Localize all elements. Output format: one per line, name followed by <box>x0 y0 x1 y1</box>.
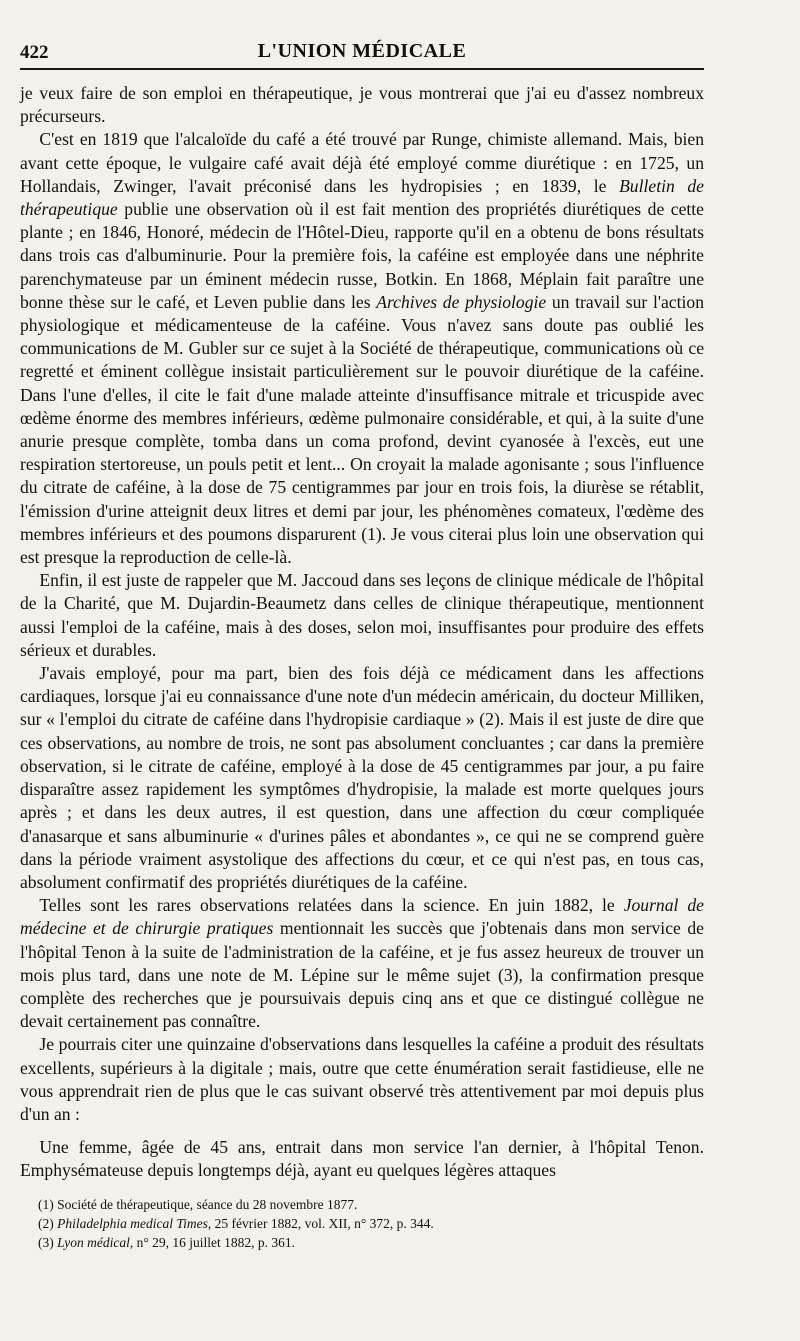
footnote-3: (3) Lyon médical, n° 29, 16 juillet 1882, p. 361. <box>38 1234 295 1250</box>
article-body <box>20 82 704 1183</box>
paragraph-3: Enfin, il est juste de rappeler que M. Jaccoud dans ses leçons de clinique médicale de l'hôpital de la Charité, que M. Dujardin-Beaumetz dans celles de clinique thérapeutique, mentionnent aussi l'emploi de la caféine, mais à des doses, selon moi, insuffisantes pour produire des effets sérieux et durables. <box>20 570 704 660</box>
journal-reference: Journal de médecine et de chirurgie pratiques <box>20 895 704 939</box>
journal-title: L'UNION MÉDICALE <box>257 40 467 62</box>
journal-reference: Bulletin de thérapeutique <box>20 175 704 220</box>
footnote-1: (1) Société de thérapeutique, séance du 28 novembre 1877. <box>38 1196 358 1212</box>
journal-reference: Archives de physiologie <box>376 291 547 312</box>
paragraph-1: je veux faire de son emploi en thérapeutique, je vous montrerai que j'ai eu d'assez nombreux précurseurs. <box>20 83 704 127</box>
footnote-2: (2) Philadelphia medical Times, 25 février 1882, vol. XII, n° 372, p. 344. <box>38 1215 434 1231</box>
paragraph-5: Telles sont les rares observations relatées dans la science. En juin 1882, le Journal de médecine et de chirurgie pratiques mentionnait les succès que j'obtenais dans mon service de l'hôpital Tenon à la suite de l'administration de la caféine, et je fus assez heureux de trouver un mois plus tard, dans une note de M. Lépine sur le même sujet (3), la confirmation presque complète des recherches que je poursuivais depuis cinq ans et que ce distingué collègue ne devait certainement pas connaître. <box>20 895 704 1032</box>
paragraph-2: C'est en 1819 que l'alcaloïde du café a été trouvé par Runge, chimiste allemand. Mais, bien avant cette époque, le vulgaire café avait déjà été employé comme diurétique : en 1725, un Hollandais, Zwinger, l'avait préconisé dans les hydropisies ; en 1839, le Bulletin de thérapeutique publie une observation où il est fait mention des propriétés diurétiques de cette plante ; en 1846, Honoré, médecin de l'Hôtel-Dieu, rapporte qu'il en a obtenu de bons résultats dans trois cas d'albuminurie. Pour la première fois, la caféine est employée dans une néphrite parenchymateuse par un éminent médecin russe, Botkin. En 1868, Méplain fait paraître une bonne thèse sur le café, et Leven publie dans les Archives de physiologie un travail sur l'action physiologique et médicamenteuse de la caféine. Vous n'avez sans doute pas oublié les communications de M. Gubler sur ce sujet à la Société de thérapeutique, communications où ce regretté et éminent collègue insistait particulièrement sur le pouvoir diurétique de la caféine. Dans l'une d'elles, il cite le fait d'une malade atteinte d'insuffisance mitrale et tricuspide avec œdème énorme des membres inférieurs, œdème pulmonaire considérable, et qui, à la suite d'une anurie presque complète, tomba dans un coma profond, devint cyanosée à l'excès, eut une respiration stertoreuse, un pouls petit et lent... On croyait la malade agonisante ; sous l'influence du citrate de caféine, à la dose de 75 centigrammes par jour en trois fois, la diurèse se rétablit, l'émission d'urine atteignit deux litres et demi par jour, les phénomènes comateux, l'œdème des membres inférieurs et des poumons disparurent (1). Je vous citerai plus loin une observation qui est presque la reproduction de celle-là. <box>20 129 704 568</box>
paragraph-6: Je pourrais citer une quinzaine d'observations dans lesquelles la caféine a produit des résultats excellents, supérieurs à la digitale ; mais, outre que cette énumération serait fastidieuse, elle ne vous apprendrait rien de plus que le cas suivant observé très attentivement par moi depuis plus d'un an : <box>20 1034 704 1124</box>
running-head <box>20 38 704 70</box>
paragraph-4: J'avais employé, pour ma part, bien des fois déjà ce médicament dans les affections cardiaques, lorsque j'ai eu connaissance d'une note d'un médecin américain, du docteur Milliken, sur « l'emploi du citrate de caféine dans l'hydropisie cardiaque » (2). Mais il est juste de dire que ces observations, au nombre de trois, ne sont pas absolument concluantes ; car dans la première observation, si le citrate de caféine, employé à la dose de 45 centigrammes par jour, a pu faire disparaître assez rapidement les symptômes d'hydropisie, la malade est morte quelques jours après ; et dans les deux autres, il est question, dans une affection du cœur compliquée d'anasarque et sans albuminurie « d'urines pâles et abondantes », ce qui ne se comprend guère dans la période vraiment asystolique des affections du cœur, et ce qui n'est pas, en tous cas, absolument confirmatif des propriétés diurétiques de la caféine. <box>20 663 704 892</box>
paragraph-7: Une femme, âgée de 45 ans, entrait dans mon service l'an dernier, à l'hôpital Tenon. Emphysémateuse depuis longtemps déjà, ayant eu quelques légères attaques <box>20 1137 704 1181</box>
page-number: 422 <box>20 42 49 63</box>
footnotes <box>20 1195 704 1252</box>
